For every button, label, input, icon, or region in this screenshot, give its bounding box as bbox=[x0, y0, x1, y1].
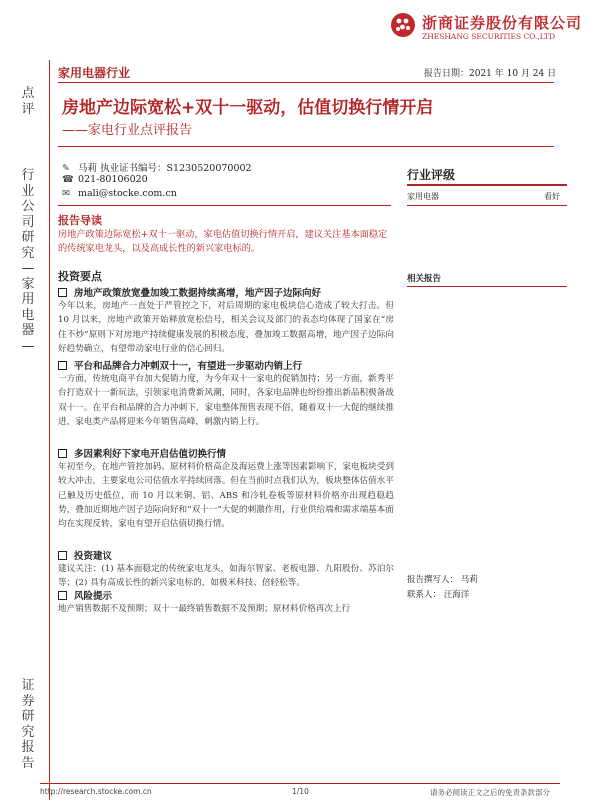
side-label-review: 点评 bbox=[21, 86, 35, 117]
side-label-category: 行业公司研究—家用电器— bbox=[21, 168, 35, 354]
guide-heading: 报告导读 bbox=[58, 214, 102, 227]
point-text: 一方面，传统电商平台加大促销力度，为今年双十一家电的促销加持；另一方面，新秀平台打造双十一新玩法，引领家电消费新风潮，同时，各家电品牌也纷纷推出新品积极备战双十一。在平台和品牌的合力冲刺下，家电整体预售表现不俗，随着双十一大促的继续推进，家电类产品将迎来今年销售高峰，刺激内销上行。 bbox=[58, 374, 394, 427]
rating-divider-bottom bbox=[407, 205, 567, 206]
point-text: 地产销售数据不及预期；双十一最终销售数据不及预期；原材料价格再次上行 bbox=[58, 604, 351, 614]
point-text: 今年以来，房地产一直处于严管控之下，对后周期的家电板块信心造成了较大打击。但 10 月以来，房地产政策开始释放宽松信号，相关会议及部门的表态均体现了国家在“房住不炒”原则下对房地产持续健康发展的积极态度，叠加竣工数据高增，地产因子边际向好趋势确立，有望带动家电行业的信心回归。 bbox=[58, 301, 394, 354]
analyst-name-row bbox=[62, 160, 252, 174]
report-author: 报告撰写人： 马莉 bbox=[407, 575, 478, 585]
footer-divider bbox=[40, 783, 560, 784]
analyst-email[interactable]: mali@stocke.com.cn bbox=[78, 188, 177, 199]
header-divider bbox=[58, 82, 554, 83]
company-logo-icon bbox=[390, 12, 416, 38]
rating-label: 家用电器 bbox=[407, 192, 439, 201]
points-heading: 投资要点 bbox=[58, 270, 102, 283]
side-divider bbox=[49, 60, 50, 800]
bullet-square-icon bbox=[58, 449, 67, 458]
email-icon: ✉ bbox=[62, 188, 70, 199]
analyst-email-row bbox=[62, 188, 177, 199]
phone-icon: ☎ bbox=[62, 174, 74, 185]
point-text: 建议关注：(1) 基本面稳定的传统家电龙头，如海尔智家、老板电器、九阳股份、苏泊尔等；(2) 具有高成长性的新兴家电标的，如极米科技、倍轻松等。 bbox=[58, 564, 394, 589]
page-number: 1/10 bbox=[292, 787, 309, 796]
point-text: 年初至今，在地产管控加码、原材料价格高企及海运费上涨等因素影响下，家电板块受到较大冲击，主要家电公司估值水平持续回落。但在当前时点我们认为，板块整体估值水平已触及历史低位，而 10 月以来铜、铝、ABS 和冷轧卷板等原材料价格亦出现趋稳趋势，叠加近期地产因子边际向好和“双十一”大促的刺激作用，行业供给端和需求端基本面均在实现反转，家电有望开启估值切换行情。 bbox=[58, 462, 394, 530]
related-reports-heading: 相关报告 bbox=[407, 274, 442, 284]
bullet-square-icon bbox=[58, 591, 67, 600]
analyst-phone: 021-80106020 bbox=[78, 174, 148, 185]
point-heading: 多因素利好下家电开启估值切换行情 bbox=[58, 446, 398, 460]
rating-value: 看好 bbox=[544, 192, 560, 201]
analyst-phone-row bbox=[62, 174, 148, 185]
bullet-square-icon bbox=[58, 551, 67, 560]
industry-label: 家用电器行业 bbox=[58, 66, 131, 80]
report-subtitle: ——家电行业点评报告 bbox=[62, 123, 193, 138]
report-date: 报告日期：2021 年 10 月 24 日 bbox=[424, 69, 557, 79]
guide-text: 房地产政策边际宽松+双十一驱动，家电估值切换行情开启，建议关注基本面稳定的传统家电龙头，以及高成长性的新兴家电标的。 bbox=[58, 229, 388, 254]
analyst-name: 马莉 执业证书编号：S1230520070002 bbox=[78, 163, 252, 174]
report-contact: 联系人： 汪海洋 bbox=[407, 590, 470, 600]
side-label-research: 证券研究报告 bbox=[21, 678, 35, 771]
related-divider bbox=[407, 286, 567, 287]
report-title: 房地产边际宽松+双十一驱动，估值切换行情开启 bbox=[62, 98, 434, 118]
footer-disclaimer: 请务必阅读正文之后的免责条款部分 bbox=[430, 788, 550, 797]
point-heading: 投资建议 bbox=[58, 548, 398, 562]
analyst-divider bbox=[58, 205, 391, 206]
title-divider bbox=[58, 146, 554, 147]
company-name-en: ZHESHANG SECURITIES CO.,LTD bbox=[422, 32, 556, 41]
point-heading: 平台和品牌合力冲刺双十一，有望进一步驱动内销上行 bbox=[58, 358, 398, 372]
company-name: 浙商证券股份有限公司 bbox=[422, 14, 583, 32]
point-heading: 风险提示 bbox=[58, 588, 398, 602]
rating-divider bbox=[407, 184, 567, 186]
bullet-square-icon bbox=[58, 288, 67, 297]
rating-heading: 行业评级 bbox=[407, 168, 456, 182]
point-heading: 房地产政策放宽叠加竣工数据持续高增，地产因子边际向好 bbox=[58, 285, 398, 299]
person-icon: ✎ bbox=[62, 163, 70, 174]
footer-url[interactable]: http://research.stocke.com.cn bbox=[40, 787, 152, 796]
bullet-square-icon bbox=[58, 361, 67, 370]
